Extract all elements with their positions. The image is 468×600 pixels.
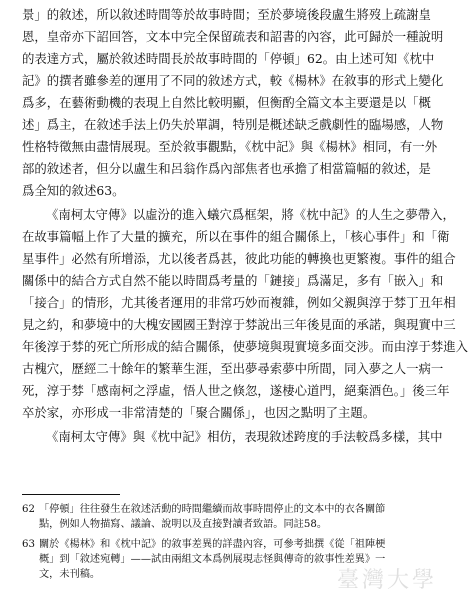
text-line: 卒於家，亦形成一非常清楚的「聚合關係」，也因之點明了主題。 (22, 405, 376, 420)
footnote-line: 文，未刊稿。 (39, 569, 101, 580)
body-paragraph-2 (22, 204, 468, 424)
footnote-marker: 63 (22, 539, 35, 550)
text-line: 「接合」的情形，尤其後者運用的非常巧妙而複雜，例如父親與淳于棼丁丑年相 (22, 295, 456, 310)
university-watermark: 臺灣大學 (336, 568, 437, 593)
text-line: 《南柯太守傳》與《枕中記》相仿，表現敘述跨度的手法較爲多樣，其中 (46, 429, 443, 444)
footnote-marker: 62 (22, 504, 35, 515)
footnote-line: 概」到「敘述宛轉」——試由兩組文本爲例展現志怪與傳奇的敘事性差異》一 (39, 554, 386, 565)
text-line: 述」爲主，在敘述手法上仍失於單調，特別是概述缺乏戲劇性的臨場感，人物 (22, 117, 444, 132)
footnote-line: 點，例如人物描寫、議論、說明以及直接對讀者致語。同註58。 (39, 519, 328, 530)
text-line: 記》的撰者雖參差的運用了不同的敘述方式，較《楊林》在敘事的形式上變化 (22, 73, 444, 88)
body-paragraph-3 (22, 426, 443, 448)
text-line: 星事件」必然有所增添，尤以後者爲甚，彼此功能的轉換也更繁複。事件的組合 (22, 251, 456, 266)
text-line: 性格特徵無由盡情展現。至於敘事觀點，《枕中記》與《楊林》相同，有一外 (22, 139, 438, 154)
footnote-divider (22, 494, 120, 495)
text-line: 關係中的結合方式自然不能以時間爲考量的「鏈接」爲滿足，多有「嵌入」和 (22, 273, 444, 288)
body-paragraph-1 (22, 4, 444, 202)
text-line: 爲多，在藝術動機的表現上自然比較明顯，但衡酌全篇文本主要還是以「概 (22, 95, 431, 110)
text-line: 的表達方式，屬於敘述時間長於故事時間的「停頓」62。由上述可知《枕中 (22, 51, 435, 66)
text-line: 古槐穴，歷經二十餘年的繁華生涯，至出夢尋索夢中所間，同入夢之人一病一 (22, 361, 444, 376)
text-line: 部的敘述者，但分以盧生和呂翁作爲內部焦者也承擔了相當篇幅的敘述，是 (22, 161, 431, 176)
text-line: 景」的敘述，所以敘述時間等於故事時間；至於夢境後段盧生將歿上疏謝皇 (22, 7, 431, 22)
footnote-62 (22, 502, 422, 534)
text-line: 恩，皇帝亦下詔回答，文本中完全保留疏表和詔書的內容，此可歸於一種說明 (22, 29, 444, 44)
footnote-line: 關於《楊林》和《枕中記》的敘事差異的詳盡內容，可參考拙撰《從「祖陣梗 (39, 539, 386, 550)
text-line: 死，淳于棼「感南柯之浮虛，悟人世之倏忽，遂棲心道門，絕棄酒色。」後三年 (22, 383, 450, 398)
text-line: 爲全知的敘述63。 (22, 183, 125, 198)
text-line: 年後淳于棼的死亡所形成的結合關係，使夢境與現實境多面交涉。而由淳于棼進入 (22, 339, 468, 354)
text-line: 《南柯太守傳》以虛汾的進入蟻穴爲框架，將《枕中記》的人生之夢帶入， (46, 207, 455, 222)
text-line: 見之約，和夢境中的大槐安國國王對淳于棼說出三年後見面的承諾，與現實中三 (22, 317, 456, 332)
text-line: 在故事篇幅上作了大量的擴充，所以在事件的組合關係上，「核心事件」和「衛 (22, 229, 450, 244)
footnote-line: 「停頓」往往發生在敘述活動的時間繼續而故事時間停止的文本中的衣各關節 (39, 504, 386, 515)
